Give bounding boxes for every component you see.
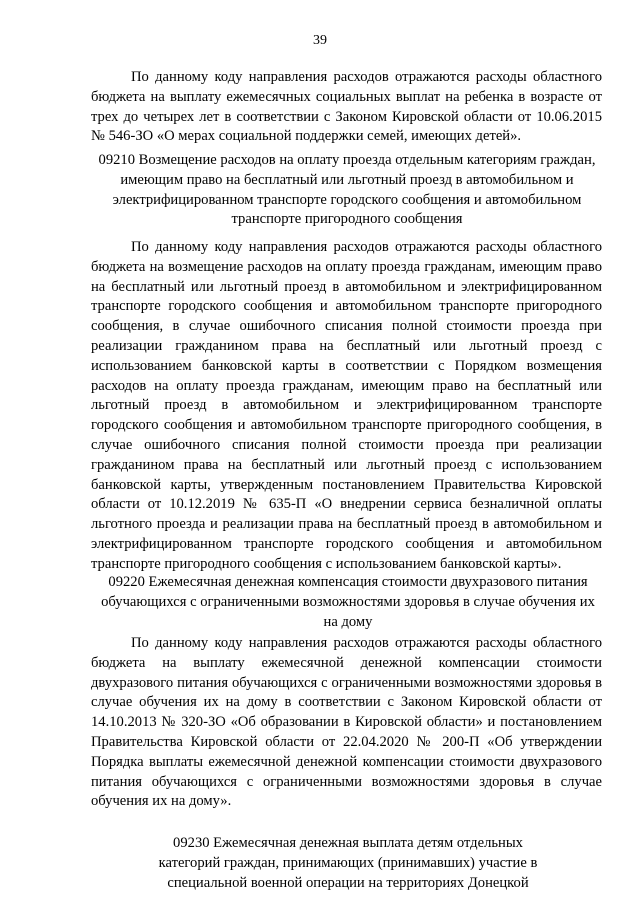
heading-09210: 09210 Возмещение расходов на оплату проезда отдельным категориям граждан, имеющим право на бесплатный или льготный проезд в автомобильном и электрифицированном транспорте городского сообщения и автомобильном транспорте пригородного сообщения bbox=[98, 152, 596, 228]
heading-09230: 09230 Ежемесячная денежная выплата детям отдельных категорий граждан, принимающих (принимавших) участие в специальной военной операции на территориях Донецкой bbox=[158, 835, 538, 891]
paragraph-monthly-child-payment: По данному коду направления расходов отражаются расходы областного бюджета на выплату ежемесячных социальных выплат на ребенка в возрасте от трех до четырех лет в соответствии с Законом Кировской области от 10.06.2015 № 546-ЗО «О мерах социальной поддержки семей, имеющих детей». bbox=[91, 69, 602, 145]
heading-09220: 09220 Ежемесячная денежная компенсация стоимости двухразового питания обучающихся с ограниченными возможностями здоровья в случае обучения их на дому bbox=[101, 574, 595, 630]
paragraph-09210: По данному коду направления расходов отражаются расходы областного бюджета на возмещение расходов на оплату проезда гражданам, имеющим право на бесплатный или льготный проезд в автомобильном и электрифицированном транспорте городского сообщения и автомобильном транспорте пригородного сообщения, в случае ошибочного списания полной стоимости проезда при реализации гражданином права на бесплатный или льготный проезд с использованием банковской карты в соответствии с Порядком возмещения расходов на оплату проезда гражданам, имеющим право на бесплатный или льготный проезд в автомобильном и электрифицированном транспорте городского сообщения и автомобильном транспорте пригородного сообщения, в случае ошибочного списания полной стоимости проезда при реализации гражданином права на бесплатный или льготный проезд с использованием банковской карты, утвержденным постановлением Правительства Кировской области от 10.12.2019 № 635-П «О внедрении сервиса безналичной оплаты льготного проезда и реализации права на бесплатный проезд в автомобильном и электрифицированном транспорте городского сообщения и автомобильном транспорте пригородного сообщения с использованием банковской карты». bbox=[91, 239, 602, 572]
page-number: 39 bbox=[313, 33, 327, 48]
paragraph-09220: По данному коду направления расходов отражаются расходы областного бюджета на выплату ежемесячной денежной компенсации стоимости двухразового питания обучающихся с ограниченными возможностями здоровья в случае обучения их на дому в соответствии с Законом Кировской области от 14.10.2013 № 320-ЗО «Об образовании в Кировской области» и постановлением Правительства Кировской области от 22.04.2020 № 200-П «Об утверждении Порядка выплаты ежемесячной денежной компенсации стоимости двухразового питания обучающихся с ограниченными возможностями здоровья в случае обучения их на дому». bbox=[91, 635, 602, 810]
